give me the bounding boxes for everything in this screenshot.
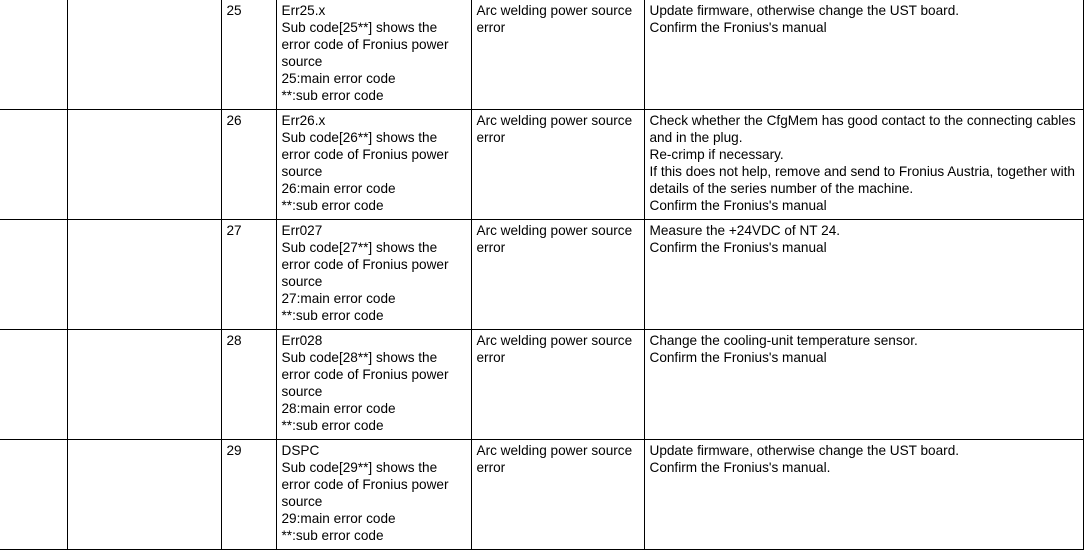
display-line: Err028: [281, 333, 323, 348]
display-line: 27:main error code: [281, 291, 396, 306]
display-line: error code of Fronius power: [281, 477, 449, 492]
remedy-cell: [644, 220, 1083, 330]
blank-cell: [0, 220, 67, 330]
error-number-cell: [221, 440, 276, 550]
display-line: 29:main error code: [281, 511, 396, 526]
display-line: error code of Fronius power: [281, 257, 449, 272]
error-display-cell: [276, 330, 471, 440]
error-number-cell: [221, 0, 276, 110]
display-line: 25:main error code: [281, 71, 396, 86]
table-row: [0, 220, 1083, 330]
display-line: Sub code[27**] shows the: [281, 240, 438, 255]
error-number: 27: [226, 223, 242, 238]
table-row: [0, 110, 1083, 220]
description-line: Arc welding power source: [476, 113, 633, 128]
remedy-line: Re-crimp if necessary.: [649, 147, 784, 162]
display-line: source: [281, 384, 323, 399]
display-line: Err25.x: [281, 3, 326, 18]
display-line: **:sub error code: [281, 198, 384, 213]
display-line: Err027: [281, 223, 323, 238]
description-line: Arc welding power source: [476, 223, 633, 238]
blank-cell: [67, 0, 221, 110]
remedy-cell: [644, 330, 1083, 440]
display-line: Sub code[28**] shows the: [281, 350, 438, 365]
error-number: 26: [226, 113, 242, 128]
description-line: Arc welding power source: [476, 333, 633, 348]
remedy-line: and in the plug.: [649, 130, 743, 145]
display-line: 26:main error code: [281, 181, 396, 196]
display-line: source: [281, 274, 323, 289]
error-number: 29: [226, 443, 242, 458]
blank-cell: [0, 330, 67, 440]
display-line: source: [281, 164, 323, 179]
error-display-cell: [276, 440, 471, 550]
remedy-cell: [644, 0, 1083, 110]
description-line: Arc welding power source: [476, 3, 633, 18]
description-line: error: [476, 20, 506, 35]
description-line: Arc welding power source: [476, 443, 633, 458]
remedy-line: Update firmware, otherwise change the UST board.: [649, 3, 960, 18]
error-description-cell: [471, 110, 644, 220]
table-row: [0, 0, 1083, 110]
display-line: **:sub error code: [281, 308, 384, 323]
display-line: Err26.x: [281, 113, 326, 128]
description-line: error: [476, 130, 506, 145]
display-line: **:sub error code: [281, 418, 384, 433]
display-line: DSPC: [281, 443, 320, 458]
blank-cell: [67, 440, 221, 550]
remedy-line: Confirm the Fronius's manual: [649, 198, 827, 213]
error-display-cell: [276, 220, 471, 330]
blank-cell: [67, 110, 221, 220]
error-number: 25: [226, 3, 242, 18]
remedy-line: Measure the +24VDC of NT 24.: [649, 223, 841, 238]
error-number: 28: [226, 333, 242, 348]
remedy-cell: [644, 440, 1083, 550]
description-line: error: [476, 240, 506, 255]
display-line: error code of Fronius power: [281, 37, 449, 52]
table-row: [0, 330, 1083, 440]
display-line: **:sub error code: [281, 88, 384, 103]
display-line: error code of Fronius power: [281, 367, 449, 382]
remedy-line: Confirm the Fronius's manual: [649, 20, 827, 35]
remedy-line: details of the series number of the machine.: [649, 181, 914, 196]
remedy-line: Change the cooling-unit temperature sensor.: [649, 333, 918, 348]
display-line: error code of Fronius power: [281, 147, 449, 162]
display-line: source: [281, 494, 323, 509]
error-display-cell: [276, 0, 471, 110]
blank-cell: [67, 330, 221, 440]
error-description-cell: [471, 220, 644, 330]
error-number-cell: [221, 330, 276, 440]
blank-cell: [0, 440, 67, 550]
blank-cell: [67, 220, 221, 330]
remedy-line: Update firmware, otherwise change the UST board.: [649, 443, 960, 458]
display-line: Sub code[26**] shows the: [281, 130, 438, 145]
error-description-cell: [471, 440, 644, 550]
error-number-cell: [221, 110, 276, 220]
display-line: Sub code[25**] shows the: [281, 20, 438, 35]
error-description-cell: [471, 0, 644, 110]
remedy-line: Confirm the Fronius's manual: [649, 350, 827, 365]
display-line: **:sub error code: [281, 528, 384, 543]
error-description-cell: [471, 330, 644, 440]
remedy-line: If this does not help, remove and send to Fronius Austria, together with: [649, 164, 1075, 179]
blank-cell: [0, 0, 67, 110]
error-display-cell: [276, 110, 471, 220]
display-line: 28:main error code: [281, 401, 396, 416]
remedy-line: Confirm the Fronius's manual.: [649, 460, 831, 475]
display-line: Sub code[29**] shows the: [281, 460, 438, 475]
remedy-line: Check whether the CfgMem has good contact to the connecting cables: [649, 113, 1076, 128]
blank-cell: [0, 110, 67, 220]
description-line: error: [476, 350, 506, 365]
error-number-cell: [221, 220, 276, 330]
remedy-line: Confirm the Fronius's manual: [649, 240, 827, 255]
description-line: error: [476, 460, 506, 475]
remedy-cell: [644, 110, 1083, 220]
table-row: [0, 440, 1083, 550]
display-line: source: [281, 54, 323, 69]
